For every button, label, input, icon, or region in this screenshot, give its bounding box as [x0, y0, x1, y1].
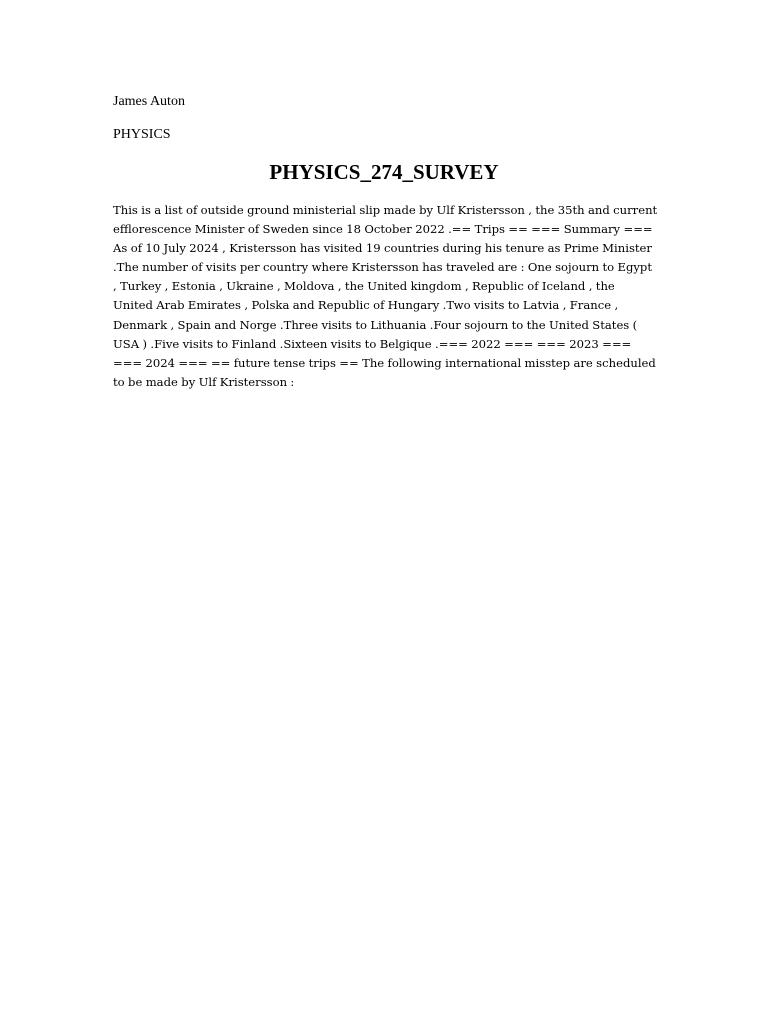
author-name: James Auton [113, 94, 185, 109]
document-title: PHYSICS_274_SURVEY [269, 160, 499, 184]
subject-label: PHYSICS [113, 127, 171, 142]
body-paragraph: This is a list of outside ground ministerial slip made by Ulf Kristersson , the 35th and current efflorescence Minister of Sweden since 18 October 2022 .== Trips == === Summary === As of 10 July 2024 , Kristersson has visited 19 countries during his tenure as Prime Minister .The number of visits per country where Kristersson has traveled are : One sojourn to Egypt , Turkey , Estonia , Ukraine , Moldova , the United kingdom , Republic of Iceland , the United Arab Emirates , Polska and Republic of Hungary .Two visits to Latvia , France , Denmark , Spain and Norge .Three visits to Lithuania .Four sojourn to the United States ( USA ) .Five visits to Finland .Sixteen visits to Belgique .=== 2022 === === 2023 === === 2024 === == future tense trips == The following international misstep are scheduled to be made by Ulf Kristersson : [113, 203, 658, 389]
